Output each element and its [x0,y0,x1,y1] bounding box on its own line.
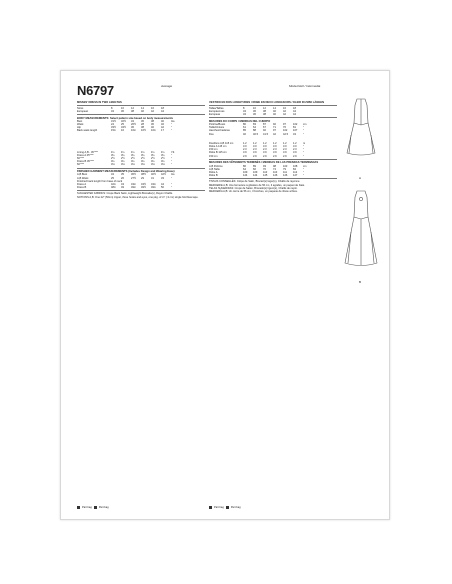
unit-label: " [171,129,172,133]
cell-value: 1¼ [131,150,135,154]
cell-value: 92 [263,129,266,133]
cell-value: 40 [141,109,144,113]
cell-value: 2.9 [283,154,287,158]
unit-label: " [303,151,304,155]
cell-value: 36½ [131,173,137,177]
unit-label: cm [303,123,307,127]
cell-value: 67 [263,126,266,130]
cell-value: 40 [161,119,164,123]
unit-label: " [303,132,304,136]
cell-value: 103 [283,164,288,168]
english-column [77,99,205,199]
cell-value: 27½ [131,176,137,180]
cell-value: 109 [243,170,248,174]
cell-value: 2.9 [263,154,267,158]
cell-value: 124 [253,174,258,178]
difficulty-tag-left: Average [161,84,173,88]
cell-value: 2½ [111,157,115,161]
cell-value: 111 [283,170,287,174]
translated-title: VESTIDO EN DOS LONGITUDES / ROBE EN DEUX LONGUEURS / KLEID IN ZWEI LÄNGEN [209,100,325,104]
cell-value: 10 [121,106,124,110]
cell-value: 70 [263,167,266,171]
cell-value: 31½ [111,119,117,123]
cell-value: 44 [161,182,164,186]
footer-middle-text-2: Part bag [230,506,241,509]
view-a-label: A [359,176,362,180]
cell-value: 12 [263,106,266,110]
notions: NOTIONS A,B: One 22" (56cm) zipper, three hooks and eyes, one pkg. of ⅛" (.3 cm) single fold bias tape. [77,195,199,199]
divider [77,168,205,169]
cell-value: 43½ [141,182,147,186]
cell-value: 3.9 [293,151,297,155]
cell-value: 44 [293,113,296,117]
cell-value: 109 [253,170,258,174]
table-row [77,110,205,113]
unit-label: Yd. [171,150,175,154]
cell-value: 3.9 [253,151,257,155]
cell-value: 3.9 [263,151,267,155]
size-table [77,107,205,113]
finished-measurements-title: FINISHED GARMENT MEASUREMENTS (Includes Design and Wearing Ease) [77,170,175,174]
cell-value: 40 [243,132,246,136]
unit-label: " [171,186,172,190]
cell-value: 87 [263,123,266,127]
view-b-label: B [359,280,362,284]
cell-value: 26½ [131,123,137,127]
table-row [209,174,337,177]
row-label: Waist [77,123,84,127]
cell-value: 64 [253,126,256,130]
cell-value: 38 [263,109,266,113]
cell-value: 3.9 [243,151,247,155]
cell-value: 33½ [111,126,117,130]
cell-value: 32½ [121,119,127,123]
cell-value: 34½ [121,126,127,130]
row-label: Hanches/Caderas [209,129,230,133]
cell-value: 2.3 [273,148,277,152]
cell-value: 3.9 [283,151,287,155]
unit-label: " [303,126,304,130]
english-title: MISSES' DRESS IN TWO LENGTHS [77,100,122,104]
cell-value: 3¼ [131,153,135,157]
cell-value: 127 [293,174,298,178]
row-label: 60"*** [77,163,84,167]
cell-value: 2½ [131,157,135,161]
cell-value: 14 [141,106,144,110]
cell-value: 49½ [141,186,147,190]
cell-value: 2.3 [243,148,247,152]
cell-value: 1.2 [283,141,287,145]
cell-value: 42½ [161,173,167,177]
cell-value: 49¾ [151,186,157,190]
cell-value: 44 [161,109,164,113]
cell-value: 15¾ [111,129,117,133]
cell-value: 34 [131,119,134,123]
cell-value: 61 [243,126,246,130]
cell-value: 89 [253,164,256,168]
cell-value: 26 [121,176,124,180]
cell-value: 102 [293,123,298,127]
cell-value: 3⅛ [131,163,135,167]
mercerie: MERCERIE A,B: Une fermeture à glissière de 56 cm, 3 agrafes, un paquet de biais. [209,183,305,187]
row-label: A,B Waist [77,176,89,180]
cell-value: 25 [111,176,114,180]
unit-label: " [171,157,172,161]
finished-measurements-title-translated: MESURES DES VÊTEMENTS TERMINÉS / MEDIDAS DE LAS PRENDAS TERMINADAS [209,161,319,165]
cell-value: 43 [121,182,124,186]
cell-value: 3¼ [121,153,125,157]
unit-label: " [303,148,304,152]
unit-label: " [303,167,304,171]
cell-value: 84 [293,167,296,171]
finished-measurements-table-translated [209,165,337,178]
cell-value: 18 [161,106,164,110]
cell-value: 29 [141,176,144,180]
cell-value: 17 [161,129,164,133]
row-label: Dress A [77,182,87,186]
cell-value: 2.9 [273,154,277,158]
row-label: Back waist length [77,129,98,133]
unit-label: " [171,126,172,130]
cell-value: 110 [263,170,268,174]
cell-value: 112 [293,170,298,174]
unit-label: " [303,154,304,158]
cell-value: 10 [253,106,256,110]
cell-value: 31 [151,176,154,180]
pattern-envelope-back [60,70,390,520]
cell-value: 2.3 [263,148,267,152]
cell-value: 8 [111,106,113,110]
cell-value: 24 [111,123,114,127]
unit-label: " [171,176,172,180]
pattern-bag-icon [226,506,229,509]
cell-value: 3.9 [273,151,277,155]
divider [77,114,205,115]
cell-value: 16¼ [131,129,137,133]
cell-value: 42.5 [283,132,289,136]
divider [209,159,337,160]
cell-value: 49 [121,186,124,190]
cell-value: 92 [273,123,276,127]
unit-label: " [303,145,304,149]
cell-value: 93 [263,164,266,168]
cell-value: 3.0 [253,145,257,149]
cell-value: 40 [273,113,276,117]
divider [209,117,337,118]
unit-label: " [171,163,172,167]
row-label: European [77,109,89,113]
dress-a-back-sketch [341,95,381,175]
table-row [77,163,205,166]
pattern-number: N6797 [77,83,114,98]
telas-sugeridas: TELAS SUGERIDAS: Crepé de Satén, Brocado(s) ligero(s), Challis de rayón. [209,186,298,190]
cell-value: 79 [283,167,286,171]
row-label: A,B Bust [77,173,88,177]
cell-value: 81 [293,126,296,130]
cell-value: 3¼ [161,153,165,157]
cell-value: 2½ [121,157,125,161]
cell-value: 3.0 [263,145,267,149]
cell-value: 71 [273,126,276,130]
row-label: Dress B [77,186,87,190]
size-table-translated [209,107,337,117]
cell-value: 76 [283,126,286,130]
unit-label: cm [303,164,307,168]
body-measurements-table-translated [209,123,337,136]
cell-value: 1¼ [111,150,115,154]
cell-value: 110 [273,170,278,174]
row-label: Hip [77,126,81,130]
row-label: A,B Poitrine [209,164,223,168]
translated-column [209,99,337,193]
cell-value: 1.2 [273,141,277,145]
cell-value: 3⅛ [121,163,125,167]
row-label: Finished back length from base of neck [77,179,123,183]
cell-value: 1.2 [263,141,267,145]
cell-value: 50 [161,186,164,190]
cell-value: 1.2 [243,141,247,145]
cell-value: 126 [283,174,288,178]
cell-value: 43 [293,132,296,136]
cell-value: 42 [151,109,154,113]
row-label: Sizes [77,106,84,110]
unit-label: " [171,153,172,157]
cell-value: 74 [273,167,276,171]
spacer [77,133,205,151]
row-label: Doublure A,B 115 cm [209,141,234,145]
row-label: Dos [209,132,214,136]
cell-value: 4¼ [131,160,135,164]
cell-value: 42¾ [111,182,117,186]
row-label: 150 cm [209,154,218,158]
unit-label: " [303,129,304,133]
cell-value: 43¼ [131,182,137,186]
suggested-fabrics: SUGGESTED FABRICS: Crepe Back Satin, Lightweight Brocade(s), Rayon Challis. [77,192,173,196]
cell-value: 42 [161,126,164,130]
cell-value: 3¼ [151,153,155,157]
cell-value: 33 [161,176,164,180]
cell-value: 88 [253,129,256,133]
unit-label: " [303,174,304,178]
difficulty-tag-right: Moda Fácil / Intermedia [289,84,321,88]
cell-value: 107 [293,129,298,133]
cell-value: 16 [283,106,286,110]
cell-value: 102 [283,129,288,133]
cell-value: 1¼ [141,150,145,154]
cell-value: 38 [151,119,154,123]
footer-middle-text-1: Part bag [214,506,224,509]
cell-value: 1¼ [121,150,125,154]
divider [77,105,205,106]
divider [209,105,337,106]
footer-middle [209,506,241,509]
cell-value: 25 [121,123,124,127]
row-label: Taille/Cintura [209,126,224,130]
cell-value: 1¼ [161,150,165,154]
cell-value: 40½ [151,173,157,177]
cell-value: 2.9 [243,154,247,158]
cell-value: 125 [263,174,268,178]
cell-value: 86 [243,164,246,168]
cell-value: 36 [141,119,144,123]
row-label: Tallas/Tailles [209,106,224,110]
table-row [77,186,205,189]
cell-value: 98 [273,164,276,168]
cell-value: 38 [131,109,134,113]
row-label: Robe A [209,170,218,174]
cell-value: 30 [151,123,154,127]
cell-value: 14 [273,106,276,110]
cell-value: 3.0 [273,145,277,149]
pattern-bag-icon [94,506,97,509]
cell-value: 4¼ [121,160,125,164]
body-measurements-title: BODY MEASUREMENTS: Select pattern size based on body measurements [77,116,173,120]
unit-label: " [171,160,172,164]
cell-value: 42 [283,109,286,113]
cell-value: 85 [243,129,246,133]
cell-value: 38 [263,113,266,117]
cell-value: 1.2 [253,141,257,145]
cell-value: 4¼ [141,160,145,164]
cell-value: 16 [151,106,154,110]
cell-value: 3¼ [111,153,115,157]
cell-value: 49¼ [131,186,137,190]
row-label: Europeas [209,113,221,117]
cell-value: 34 [111,173,114,177]
cell-value: 3¼ [141,153,145,157]
row-label: Européennes [209,109,225,113]
cell-value: 2.3 [253,148,257,152]
cell-value: 36 [253,109,256,113]
cell-value: 35 [121,173,124,177]
cell-value: 16½ [141,129,147,133]
cell-value: 32 [161,123,164,127]
cell-value: 34 [243,109,246,113]
unit-label: Ins. [171,119,176,123]
cell-value: 36 [253,113,256,117]
cell-value: 1.2 [293,141,297,145]
row-label: A,B Taille [209,167,220,171]
tissus-conseilles: TISSUS CONSEILLÉS: Crêpe de Satin, Brocart(s) léger(s), Challis de rayonne. [209,180,301,184]
cell-value: 2.9 [253,154,257,158]
cell-value: 3⅛ [151,163,155,167]
cell-value: 38 [141,126,144,130]
cell-value: 2.9 [293,154,297,158]
cell-value: 40 [151,126,154,130]
row-label: Robe A 115 cm [209,145,227,149]
cell-value: 4¼ [111,160,115,164]
row-label: Poitrine/Busto [209,123,226,127]
row-label: Dress A 45"*** [77,153,94,157]
cell-value: 40.5 [253,132,259,136]
cell-value: 64 [243,167,246,171]
cell-value: 43¾ [151,182,157,186]
unit-label: " [171,123,172,127]
unit-label: " [303,170,304,174]
finished-measurements-table [77,173,205,189]
cell-value: 97 [283,123,286,127]
cell-value: 36 [121,109,124,113]
dress-b-front-sketch [341,187,381,277]
unit-label [171,110,179,113]
cell-value: 80 [243,123,246,127]
cell-value: 66 [253,167,256,171]
row-label: Bust [77,119,83,123]
cell-value: 34 [111,109,114,113]
unit-label: Ins. [171,173,176,177]
cell-value: 97 [273,129,276,133]
cell-value: 3.0 [243,145,247,149]
pattern-bag-icon [77,506,80,509]
cell-value: 124 [243,174,248,178]
cell-value: 36 [131,126,134,130]
cell-value: 4¼ [161,160,165,164]
cell-value: 28 [141,123,144,127]
row-label: Dress B 45"*** [77,160,94,164]
cell-value: 3⅛ [141,163,145,167]
cell-value: 108 [293,164,298,168]
cell-value: 12 [131,106,134,110]
cell-value: 3.0 [283,145,287,149]
merceria: MERCERÍA A,B: Un cierre de 56 cm, 3 broches, un paquete de ribete al bies. [209,189,298,193]
body-measurements-table [77,120,205,133]
cell-value: 2½ [141,157,145,161]
cell-value: 8 [243,106,245,110]
table-row [209,155,337,158]
footer-left-text-1: Part bag [82,506,92,509]
cell-value: 4¼ [151,160,155,164]
cell-value: 2½ [161,157,165,161]
footer-left-text-2: Part bag [98,506,109,509]
cell-value: 16 [121,129,124,133]
unit-label: " [171,182,172,186]
body-measurements-title-translated: MESURES DU CORPS / MEDIDAS DEL CUERPO [209,119,271,123]
cell-value: 42 [283,113,286,117]
cell-value: 2.3 [293,148,297,152]
cell-value: 2.3 [283,148,287,152]
cell-value: 16¾ [151,129,157,133]
unit-label: m [303,141,306,145]
cell-value: 38½ [141,173,147,177]
cell-value: 42 [273,132,276,136]
cell-value: 3⅛ [111,163,115,167]
row-label: Lining A,B - 45"*** [77,150,98,154]
pattern-bag-icon [209,506,212,509]
cell-value: 40 [273,109,276,113]
footer-left [77,506,109,509]
cell-value: 3⅛ [161,163,165,167]
row-label: Robe B 115 cm [209,151,227,155]
cell-value: 126 [273,174,278,178]
cell-value: 48¾ [111,186,117,190]
table-row [209,113,337,116]
fabric-requirements-table-translated [209,142,337,158]
row-label: 150 cm [209,148,218,152]
fabric-requirements-table [77,151,205,167]
cell-value: 34 [243,113,246,117]
cell-value: 44 [293,109,296,113]
cell-value: 2½ [151,157,155,161]
cell-value: 18 [293,106,296,110]
cell-value: 3.0 [293,145,297,149]
row-label: 60"*** [77,157,84,161]
cell-value: 41.5 [263,132,269,136]
cell-value: 83 [253,123,256,127]
row-label: Robe B [209,174,218,178]
cell-value: 1¼ [151,150,155,154]
